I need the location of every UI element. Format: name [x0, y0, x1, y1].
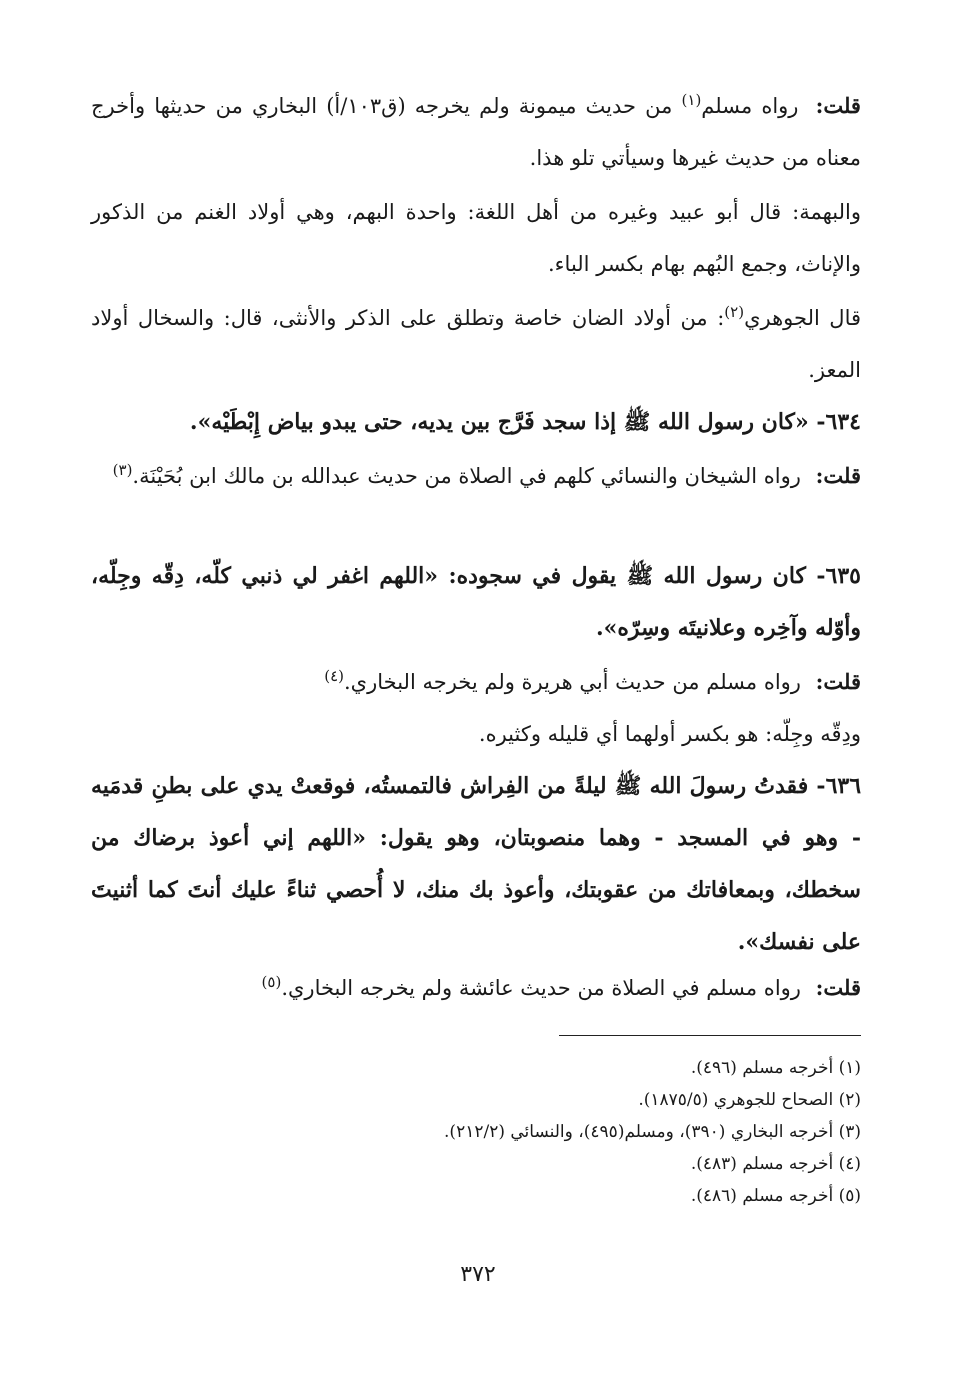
- paragraph-comment-635: [91, 656, 861, 708]
- footnote-ref-2[interactable]: (٢): [724, 303, 745, 321]
- paragraph-text: والبهمة: قال أبو عبيد وغيره من أهل اللغة: واحدة البهم، وهي أولاد الغنم من الذكور والإناث، وجمع البُهم بهام بكسر الباء.: [91, 200, 861, 276]
- comment-label: قلت:: [815, 463, 861, 488]
- paragraph-text: رواه مسلم: [701, 94, 799, 118]
- comment-label: قلت:: [815, 669, 861, 694]
- hadith-635: [91, 550, 861, 654]
- paragraph-text: قال الجوهري: [744, 306, 862, 330]
- footnote-2: (٢) الصحاح للجوهري (١٨٧٥/٥).: [638, 1090, 861, 1110]
- footnote-ref-4[interactable]: (٤): [324, 667, 344, 685]
- hadith-text: ٦٣٤- «كان رسول الله ﷺ إذا سجد فَرَّج بين يديه، حتى يبدو بياض إِبْطَيْه».: [189, 409, 861, 435]
- paragraph-buhma-definition: [91, 186, 861, 290]
- hadith-text: ٦٣٦- فقدتُ رسولَ الله ﷺ ليلةً من الفِراش فالتمستُه، فوقعتْ يدي على بطنِ قدمَيه - وهو في المسجد - وهما منصوبتان، وهو يقول: «اللهم إني أعوذ برضاك من سخطك، وبمعافاتك من عقوبتك، وأعوذ بك منك، لا أُحصي ثناءً عليك أنتَ كما أثنيتَ على نفسك».: [91, 773, 862, 955]
- comment-label: قلت:: [815, 93, 861, 118]
- footnote-3: (٣) أخرجه البخاري (٣٩٠)، ومسلم(٤٩٥)، والنسائي (٢١٢/٢).: [444, 1122, 861, 1142]
- footnote-separator: [559, 1035, 861, 1036]
- footnote-ref-3[interactable]: (٣): [112, 461, 133, 479]
- footnote-ref-5[interactable]: (٥): [261, 973, 282, 991]
- paragraph-text: رواه مسلم في الصلاة من حديث عائشة ولم يخرجه البخاري.: [281, 976, 801, 1000]
- hadith-636: [91, 760, 861, 968]
- paragraph-text: ودِقّه وجِلّه: هو بكسر أولهما أي قليله وكثيره.: [478, 722, 861, 746]
- paragraph-comment-634: [91, 450, 861, 502]
- paragraph-jawhari: [91, 292, 861, 396]
- footnote-4: (٤) أخرجه مسلم (٤٨٣).: [690, 1154, 861, 1174]
- footnote-1: (١) أخرجه مسلم (٤٩٦).: [690, 1058, 861, 1078]
- footnotes-list: [91, 1052, 861, 1212]
- paragraph-text: رواه الشيخان والنسائي كلهم في الصلاة من حديث عبدالله بن مالك ابن بُحَيْنَة.: [132, 464, 801, 488]
- comment-label: قلت:: [815, 975, 861, 1000]
- hadith-634: [91, 396, 861, 448]
- paragraph-diqq-jill: [91, 708, 861, 760]
- paragraph-text: : من أولاد الضان خاصة وتطلق على الذكر والأنثى، قال: والسخال أولاد المعز.: [91, 306, 861, 382]
- footnote-ref-1[interactable]: (١): [681, 91, 702, 109]
- paragraph-text: رواه مسلم من حديث أبي هريرة ولم يخرجه البخاري.: [344, 670, 801, 694]
- hadith-text: ٦٣٥- كان رسول الله ﷺ يقول في سجوده: «اللهم اغفر لي ذنبي كلّه، دِقّه وجِلّه، وأوّله وآخِره وعلانيتَه وسِرّه».: [91, 563, 861, 641]
- paragraph-comment-636: [91, 962, 861, 1014]
- footnote-5: (٥) أخرجه مسلم (٤٨٦).: [690, 1186, 861, 1206]
- paragraph-text: من حديث ميمونة ولم يخرجه (ق١٠٣/أ) البخاري من حديثها وأخرج معناه من حديث غيرها وسيأتي تلو هذا.: [91, 94, 861, 170]
- page-number: ٣٧٢: [460, 1262, 496, 1287]
- paragraph-comment-1: [91, 80, 861, 184]
